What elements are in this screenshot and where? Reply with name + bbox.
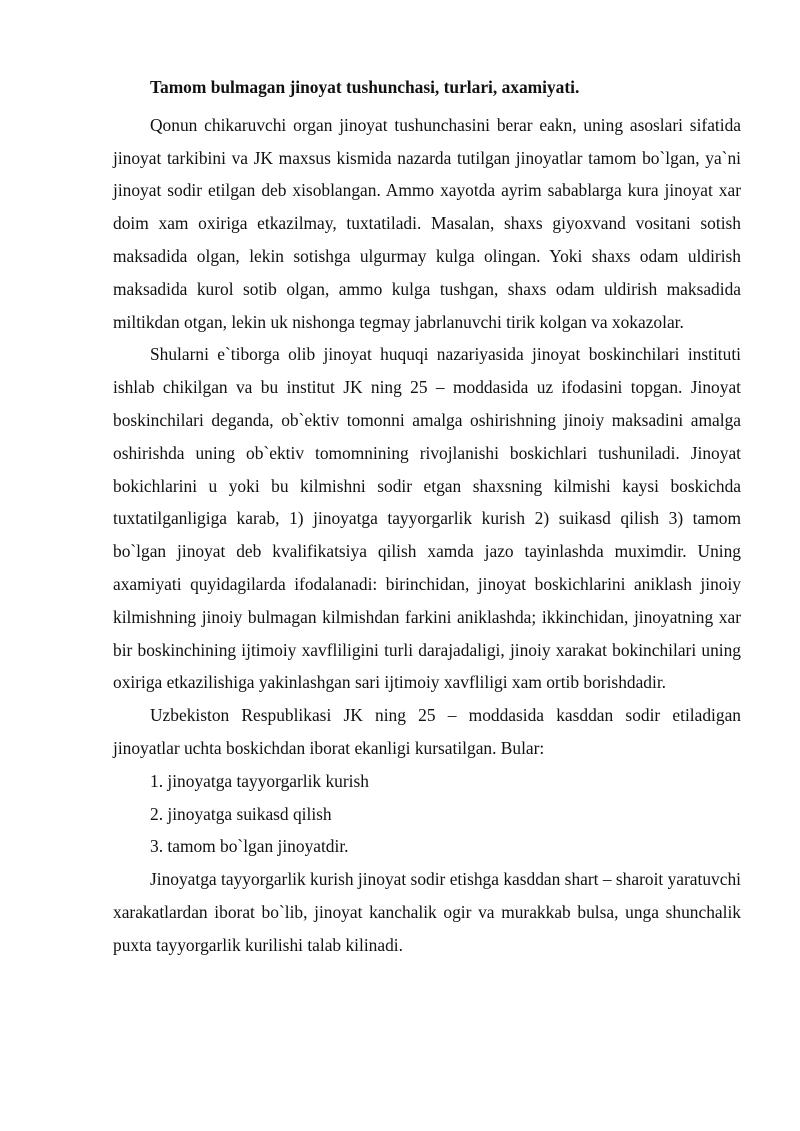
paragraph-3: Uzbekiston Respublikasi JK ning 25 – moddasida kasddan sodir etiladigan jinoyatlar uchta boskichdan iborat ekanligi kursatilgan. Bular:: [113, 705, 741, 758]
list-item-2: 2. jinoyatga suikasd qilish: [150, 803, 332, 824]
paragraph-1: Qonun chikaruvchi organ jinoyat tushunchasini berar eakn, uning asoslari sifatida jinoyat tarkibini va JK maxsus kismida nazarda tutilgan jinoyatlar tamom bo`lgan, ya`ni jinoyat sodir etilgan deb xisoblangan. Ammo xayotda ayrim sabablarga kura jinoyat xar doim xam oxiriga etkazilmay, tuxtatiladi. Masalan, shaxs giyoxvand vositani sotish maksadida olgan, lekin sotishga ulgurmay kulga olingan. Yoki shaxs odam uldirish maksadida kurol sotib olgan, ammo kulga tushgan, shaxs odam uldirish maksadida miltikdan otgan, lekin uk nishonga tegmay jabrlanuvchi tirik kolgan va xokazolar.: [113, 114, 741, 332]
paragraph-2: Shularni e`tiborga olib jinoyat huquqi nazariyasida jinoyat boskinchilari instituti ishlab chikilgan va bu institut JK ning 25 – moddasida uz ifodasini topgan. Jinoyat boskinchilari deganda, ob`ektiv tomonni amalga oshirishning jinoiy maksadini amalga oshirishda uning ob`ektiv tomomnining rivojlanishi boskichlari tushuniladi. Jinoyat bokichlarini u yoki bu kilmishni sodir etgan shaxsning kilmishi kaysi boskichda tuxtatilganligiga karab, 1) jinoyatga tayyorgarlik kurish 2) suikasd qilish 3) tamom bo`lgan jinoyat deb kvalifikatsiya qilish xamda jazo tayinlashda muximdir. Uning axamiyati quyidagilarda ifodalanadi: birinchidan, jinoyat boskichlarini aniklash jinoiy kilmishning jinoiy bulmagan kilmishdan farkini aniklashda; ikkinchidan, jinoyatning xar bir boskinchining ijtimoiy xavfliligini turli darajadaligi, jinoiy xarakat bokinchilari uning oxiriga etkazilishiga yakinlashgan sari ijtimoiy xavfliligi xam ortib borishdadir.: [113, 344, 741, 693]
list-item-3: 3. tamom bo`lgan jinoyatdir.: [150, 836, 349, 857]
list-item-1: 1. jinoyatga tayyorgarlik kurish: [150, 770, 369, 791]
paragraph-4: Jinoyatga tayyorgarlik kurish jinoyat sodir etishga kasddan shart – sharoit yaratuvchi xarakatlardan iborat bo`lib, jinoyat kanchalik ogir va murakkab bulsa, unga shunchalik puxta tayyorgarlik kurilishi talab kilinadi.: [113, 869, 741, 955]
document-body: [113, 71, 741, 962]
document-title: Tamom bulmagan jinoyat tushunchasi, turlari, axamiyati.: [150, 77, 580, 97]
